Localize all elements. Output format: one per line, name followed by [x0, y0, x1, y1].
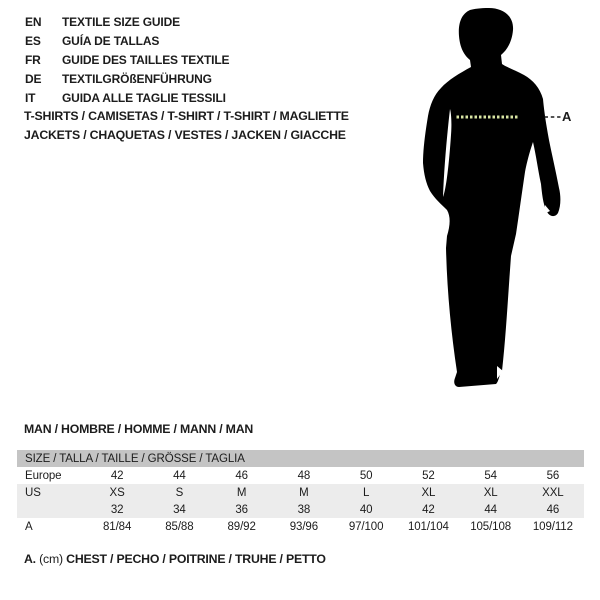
- man-silhouette: [423, 8, 560, 387]
- underarm-gap-left: [443, 109, 451, 197]
- size-cell: 109/112: [532, 520, 573, 533]
- size-cell: 40: [359, 503, 373, 516]
- table-row-numeric: [17, 501, 584, 518]
- size-cell: 32: [110, 503, 124, 516]
- language-row: [25, 89, 229, 108]
- category-block: [24, 107, 349, 145]
- foot-gap: [497, 366, 503, 379]
- footnote-unit: (cm): [39, 552, 63, 566]
- row-label: Europe: [25, 469, 62, 482]
- size-table: [17, 450, 584, 535]
- size-cell: 93/96: [289, 520, 319, 533]
- table-header: SIZE / TALLA / TAILLE / GRÖSSE / TAGLIA: [17, 450, 584, 467]
- language-code: EN: [25, 15, 42, 29]
- size-cell: L: [362, 486, 370, 499]
- size-cell: XL: [421, 486, 436, 499]
- measure-label-a: A: [562, 109, 572, 124]
- language-guide-list: [25, 13, 229, 108]
- size-cell: XL: [483, 486, 498, 499]
- size-cell: M: [299, 486, 309, 499]
- section-title: MAN / HOMBRE / HOMME / MANN / MAN: [24, 422, 254, 436]
- size-cell: 54: [484, 469, 497, 482]
- size-cell: 81/84: [102, 520, 132, 533]
- language-label: GUIDA ALLE TAGLIE TESSILI: [62, 91, 226, 105]
- pocket-gap-left: [436, 226, 446, 246]
- size-cell: XS: [109, 486, 125, 499]
- category-line-jackets: JACKETS / CHAQUETAS / VESTES / JACKEN / GIACCHE: [24, 128, 346, 142]
- size-cell: 56: [546, 469, 560, 482]
- size-cell: 38: [297, 503, 311, 516]
- language-label: GUÍA DE TALLAS: [62, 34, 160, 48]
- size-cell: 42: [422, 503, 435, 516]
- size-cell: 42: [110, 469, 124, 482]
- size-cell: 105/108: [470, 520, 512, 533]
- size-cell: 44: [484, 503, 497, 516]
- size-cell: 85/88: [165, 520, 194, 533]
- language-code: DE: [25, 72, 42, 86]
- size-cell: 48: [297, 469, 311, 482]
- language-label: TEXTILE SIZE GUIDE: [62, 15, 180, 29]
- row-label: US: [25, 486, 41, 499]
- size-cell: 46: [235, 469, 248, 482]
- language-row: [25, 70, 229, 89]
- size-cell: S: [175, 486, 184, 499]
- size-cell: 89/92: [227, 520, 256, 533]
- language-code: IT: [25, 91, 36, 105]
- size-cell: 52: [422, 469, 435, 482]
- category-line-tshirts: T-SHIRTS / CAMISETAS / T-SHIRT / T-SHIRT / MAGLIETTE: [24, 109, 349, 123]
- size-cell: 34: [173, 503, 186, 516]
- language-row: [25, 13, 229, 32]
- size-cell: 50: [359, 469, 373, 482]
- size-cell: 97/100: [348, 520, 384, 533]
- size-cell: 44: [173, 469, 186, 482]
- footnote-text: CHEST / PECHO / POITRINE / TRUHE / PETTO: [66, 552, 326, 566]
- finger-gap-right: [544, 205, 550, 214]
- size-cell: XXL: [542, 486, 564, 499]
- size-cell: 46: [546, 503, 560, 516]
- table-row-europe: [17, 467, 584, 484]
- table-row-us: [17, 484, 584, 501]
- language-code: ES: [25, 34, 41, 48]
- table-row-chest: [17, 518, 584, 535]
- size-cell: 36: [235, 503, 248, 516]
- size-cell: M: [236, 486, 247, 499]
- row-label: A: [25, 520, 33, 533]
- language-code: FR: [25, 53, 41, 67]
- footnote-label: A.: [24, 552, 36, 566]
- language-row: [25, 51, 229, 70]
- language-label: TEXTILGRÖßENFÜHRUNG: [62, 72, 212, 86]
- language-row: [25, 32, 229, 51]
- footnote-chest: [24, 552, 326, 566]
- size-cell: 101/104: [407, 520, 449, 533]
- language-label: GUIDE DES TAILLES TEXTILE: [62, 53, 230, 67]
